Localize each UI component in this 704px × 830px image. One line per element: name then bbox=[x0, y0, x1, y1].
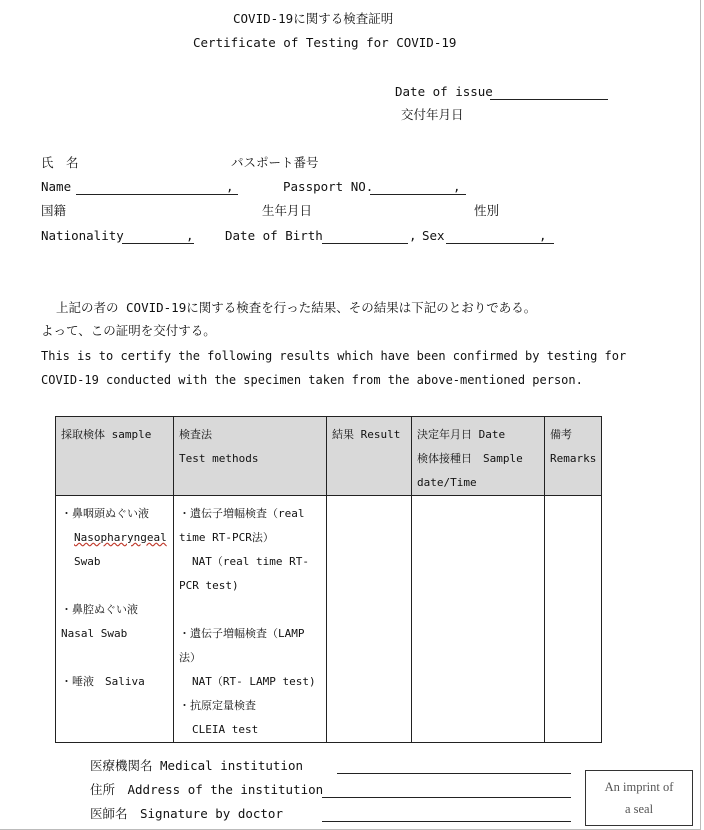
header-sample-label: 採取検体 sample bbox=[61, 428, 152, 441]
sample-nasal-en: Nasal Swab bbox=[61, 627, 128, 640]
header-remarks-en: Remarks bbox=[550, 452, 597, 465]
table-row bbox=[56, 496, 602, 743]
sample-nasopharyngeal-en bbox=[61, 526, 168, 550]
method-lamp-jp: ・遺伝子増幅検査（LAMP bbox=[179, 627, 305, 640]
header-method-jp: 検査法 bbox=[179, 428, 212, 441]
header-method-en: Test methods bbox=[179, 452, 259, 465]
statement-en-line2: COVID-19 conducted with the specimen taken from the above-mentioned person. bbox=[41, 373, 583, 387]
header-sample bbox=[56, 417, 174, 496]
seal-text-line1: An imprint of bbox=[604, 780, 674, 794]
name-comma: , bbox=[226, 179, 234, 194]
method-lamp-jp-b: 法） bbox=[179, 651, 201, 664]
header-date bbox=[412, 417, 545, 496]
name-label-en: Name bbox=[41, 179, 72, 194]
dob-field-line[interactable] bbox=[322, 243, 408, 244]
institution-label: 医療機関名 Medical institution bbox=[90, 758, 304, 773]
result-cell[interactable] bbox=[327, 496, 412, 743]
method-lamp-en: NAT（RT- LAMP test) bbox=[192, 675, 316, 688]
sex-field-line[interactable] bbox=[446, 243, 554, 244]
title-en: Certificate of Testing for COVID-19 bbox=[193, 35, 457, 50]
method-pcr-jp-b-text: time RT-PCR法） bbox=[179, 531, 274, 544]
method-pcr-en-b: PCR test) bbox=[179, 579, 239, 592]
issue-date-label-en: Date of issue bbox=[395, 84, 493, 99]
passport-field-line[interactable] bbox=[370, 194, 466, 195]
sex-comma: , bbox=[539, 228, 547, 243]
title-jp: COVID-19に関する検査証明 bbox=[233, 11, 394, 26]
statement-en-line1: This is to certify the following results which have been confirmed by testing for bbox=[41, 349, 627, 363]
sample-swab-en: Swab bbox=[74, 555, 101, 568]
nationality-label-jp: 国籍 bbox=[41, 203, 67, 218]
method-cell bbox=[174, 496, 327, 743]
method-pcr-en-a: NAT（real time RT- bbox=[192, 555, 309, 568]
method-pcr-jp-b bbox=[179, 526, 321, 550]
header-date-line3: date/Time bbox=[417, 476, 477, 489]
sample-nasopharyngeal-en-a: Nasopharyngeal bbox=[74, 531, 167, 544]
signature-field-line[interactable] bbox=[322, 821, 571, 822]
sample-saliva: ・唾液 Saliva bbox=[61, 675, 145, 688]
sex-label-en: Sex bbox=[422, 228, 445, 243]
method-pcr-jp: ・遺伝子増幅検査（real bbox=[179, 507, 305, 520]
passport-label-en: Passport NO. bbox=[283, 179, 374, 194]
statement-jp-line1: 上記の者の COVID-19に関する検査を行った結果、その結果は下記のとおりである。 bbox=[56, 300, 537, 315]
header-result bbox=[327, 417, 412, 496]
nationality-comma: , bbox=[186, 228, 194, 243]
signature-label: 医師名 Signature by doctor bbox=[90, 806, 283, 821]
method-antigen-en: CLEIA test bbox=[192, 723, 259, 736]
header-date-line1: 決定年月日 Date bbox=[417, 428, 506, 441]
results-table bbox=[55, 416, 602, 743]
sex-label-jp: 性別 bbox=[474, 203, 500, 218]
header-date-line2: 検体接種日 Sample bbox=[417, 452, 523, 465]
header-result-label: 結果 Result bbox=[332, 428, 401, 441]
table-header-row bbox=[56, 417, 602, 496]
institution-field-line[interactable] bbox=[337, 773, 571, 774]
passport-label-jp: パスポート番号 bbox=[231, 155, 319, 170]
dob-comma: , bbox=[409, 228, 417, 243]
seal-text-line2: a seal bbox=[624, 802, 654, 816]
header-remarks bbox=[545, 417, 602, 496]
sample-nasopharyngeal-jp: ・鼻咽頭ぬぐい液 bbox=[61, 507, 149, 520]
remarks-cell[interactable] bbox=[545, 496, 602, 743]
dob-label-jp: 生年月日 bbox=[262, 203, 313, 218]
date-cell[interactable] bbox=[412, 496, 545, 743]
nationality-label-en: Nationality bbox=[41, 228, 124, 243]
seal-box bbox=[585, 770, 693, 826]
statement-jp-line2: よって、この証明を交付する。 bbox=[41, 323, 216, 338]
method-antigen-jp: ・抗原定量検査 bbox=[179, 699, 256, 712]
nationality-field-line[interactable] bbox=[122, 243, 194, 244]
name-label-jp: 氏 名 bbox=[41, 155, 79, 170]
address-label: 住所 Address of the institution bbox=[90, 782, 324, 797]
address-field-line[interactable] bbox=[322, 797, 571, 798]
passport-comma: , bbox=[453, 179, 461, 194]
name-field-line[interactable] bbox=[76, 194, 238, 195]
dob-label-en: Date of Birth bbox=[225, 228, 323, 243]
issue-date-label-jp: 交付年月日 bbox=[401, 107, 464, 122]
sample-cell bbox=[56, 496, 174, 743]
header-remarks-jp: 備考 bbox=[550, 428, 572, 441]
header-method bbox=[174, 417, 327, 496]
sample-nasal-jp: ・鼻腔ぬぐい液 bbox=[61, 603, 138, 616]
issue-date-line[interactable] bbox=[490, 99, 608, 100]
